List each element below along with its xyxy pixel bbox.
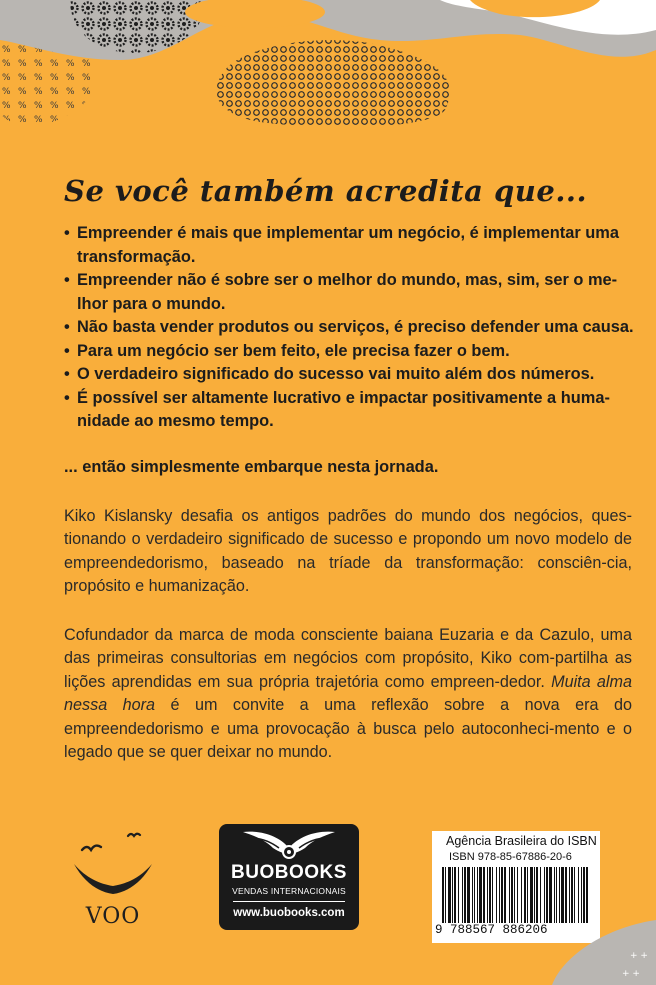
isbn-agency: Agência Brasileira do ISBN [446, 834, 597, 848]
list-item: • Empreender não é sobre ser o melhor do mundo, mas, sim, ser o me-lhor para o mundo. [64, 269, 634, 316]
barcode-bar [556, 867, 557, 923]
list-item: • Não basta vender produtos ou serviços, é preciso defender uma causa. [64, 316, 634, 340]
list-item: • Empreender é mais que implementar um negócio, é implementar uma transformação. [64, 222, 634, 269]
barcode-bar [540, 867, 541, 923]
barcode-bar [559, 867, 560, 923]
voo-logo [72, 828, 154, 932]
barcode-bar [578, 867, 579, 923]
barcode-bar [521, 867, 522, 923]
buobooks-url: www.buobooks.com [233, 907, 345, 919]
barcode-bar [581, 867, 582, 923]
barcode-bar [477, 867, 478, 923]
barcode-bar [544, 867, 545, 923]
barcode-bar [474, 867, 475, 923]
voo-wordmark: VOO [85, 904, 141, 929]
barcode-bar [569, 867, 570, 923]
barcode-bar [534, 867, 535, 923]
barcode-bar [514, 867, 515, 923]
barcode-bar [504, 867, 506, 923]
barcode-bar [452, 867, 453, 923]
barcode-bar [472, 867, 473, 923]
barcode-bar [509, 867, 510, 923]
belief-list [64, 222, 634, 434]
barcode-bar [546, 867, 548, 923]
book-title: Muita alma nessa hora [64, 672, 632, 715]
barcode-bar [571, 867, 573, 923]
section-heading: Se você também acredita que... [64, 174, 588, 208]
barcode-bar [462, 867, 463, 923]
owl-wings-icon [239, 828, 339, 862]
barcode-bar [454, 867, 456, 923]
isbn-number: ISBN 978-85-67886-20-6 [449, 851, 572, 863]
birds-icon [72, 828, 154, 904]
buobooks-divider [233, 901, 345, 902]
buobooks-tagline: VENDAS INTERNACIONAIS [232, 886, 346, 896]
barcode-bar [499, 867, 500, 923]
barcode-bar [496, 867, 497, 923]
barcode-bar [524, 867, 526, 923]
svg-text:+ +: + + [622, 969, 640, 979]
buobooks-logo [219, 824, 359, 930]
barcode-bar [530, 867, 533, 923]
barcode-bar [487, 867, 488, 923]
list-item: • O verdadeiro significado do sucesso vai muito além dos números. [64, 363, 634, 387]
barcode [440, 867, 592, 925]
barcode-bar [583, 867, 585, 923]
barcode-bar [511, 867, 513, 923]
barcode-bar [445, 867, 446, 923]
barcode-bar [458, 867, 459, 923]
background-intro: Cofundador da marca de moda consciente baiana Euzaria e da Cazulo, uma das primeiras consultorias em negócios com propósito, Kiko com-partilha as lições aprendidas em sua própria trajetória como empreen-dedor. [64, 626, 632, 691]
barcode-bar [536, 867, 538, 923]
barcode-bar [442, 867, 444, 923]
barcode-bar [501, 867, 503, 923]
barcode-bar [586, 867, 588, 923]
barcode-bar [448, 867, 451, 923]
decorative-corner-shape [552, 918, 656, 985]
author-background [64, 624, 632, 764]
barcode-bar [549, 867, 552, 923]
decorative-header-pattern [0, 0, 656, 130]
background-rest: é um convite a uma reflexão sobre a nova era do empreendedorismo e uma provocação à busca pelo autoconheci-mento e o legado que se quer deixar no mundo. [64, 696, 632, 762]
buobooks-name: BUOBOOKS [231, 862, 347, 883]
barcode-bar [561, 867, 564, 923]
svg-text:+ +: + + [630, 951, 648, 961]
barcode-bar [527, 867, 528, 923]
author-description: Kiko Kislansky desafia os antigos padrões do mundo dos negócios, ques-tionando o verdadeiro significado de sucesso e propondo um novo modelo de empreendedorismo, baseado na tríade da transformação: consciên-cia, propósito e humanização. [64, 507, 632, 596]
barcode-bar [554, 867, 555, 923]
barcode-bar [565, 867, 567, 923]
list-item: • Para um negócio ser bem feito, ele precisa fazer o bem. [64, 340, 634, 364]
barcode-bar [467, 867, 470, 923]
barcode-digits: 9 788567 886206 [435, 923, 548, 937]
barcode-bar [464, 867, 466, 923]
list-item: • É possível ser altamente lucrativo e impactar positivamente a huma-nidade ao mesmo tempo. [64, 387, 634, 434]
barcode-bar [479, 867, 482, 923]
conclusion-line: ... então simplesmente embarque nesta jornada. [64, 458, 439, 476]
barcode-bar [492, 867, 493, 923]
barcode-bar [574, 867, 575, 923]
barcode-bar [489, 867, 491, 923]
barcode-bar [517, 867, 518, 923]
barcode-bar [483, 867, 485, 923]
